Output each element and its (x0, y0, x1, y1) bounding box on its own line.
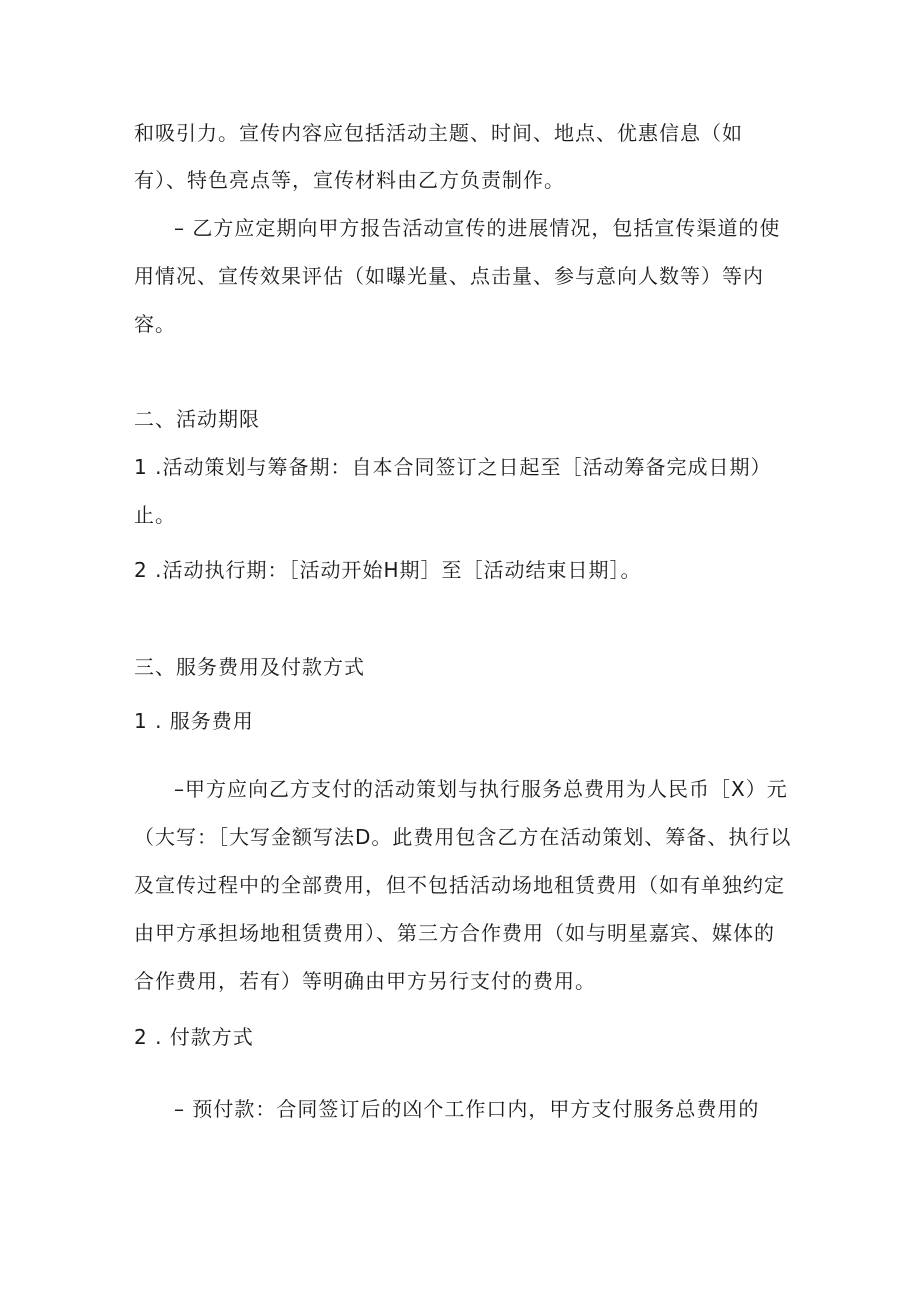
body-text-line: – 乙方应定期向甲方报告活动宣传的进展情况，包括宣传渠道的使 (174, 216, 781, 240)
clause-item: 1 . 服务费用 (134, 709, 254, 733)
body-text-line: –甲方应向乙方支付的活动策划与执行服务总费用为人民币［X）元 (174, 777, 788, 801)
body-text-line: 止。 (134, 503, 176, 527)
clause-item: 2 . 付款方式 (134, 1025, 254, 1049)
clause-item: 1 .活动策划与筹备期：自本合同签订之日起至［活动筹备完成日期） (134, 455, 772, 479)
body-text-line: 用情况、宣传效果评估（如曝光量、点击量、参与意向人数等）等内 (134, 264, 764, 288)
body-text-line: 由甲方承担场地租赁费用）、第三方合作费用（如与明星嘉宾、媒体的 (134, 921, 775, 945)
body-text-line: – 预付款：合同签订后的凶个工作口内，甲方支付服务总费用的 (174, 1097, 760, 1121)
body-text-line: 合作费用，若有）等明确由甲方另行支付的费用。 (134, 969, 596, 993)
section-heading: 二、活动期限 (134, 407, 260, 431)
body-text-line: 容。 (134, 312, 176, 336)
body-text-line: 有）、特色亮点等，宣传材料由乙方负责制作。 (134, 168, 565, 192)
body-text-line: （大写：［大写金额写法D。此费用包含乙方在活动策划、筹备、执行以 (134, 825, 792, 849)
clause-item: 2 .活动执行期：［活动开始H期］至［活动结束日期］。 (134, 558, 642, 582)
body-text-line: 及宣传过程中的全部费用，但不包括活动场地租赁费用（如有单独约定 (134, 873, 785, 897)
body-text-line: 和吸引力。宣传内容应包括活动主题、时间、地点、优惠信息（如 (134, 121, 743, 145)
section-heading: 三、服务费用及付款方式 (134, 655, 365, 679)
